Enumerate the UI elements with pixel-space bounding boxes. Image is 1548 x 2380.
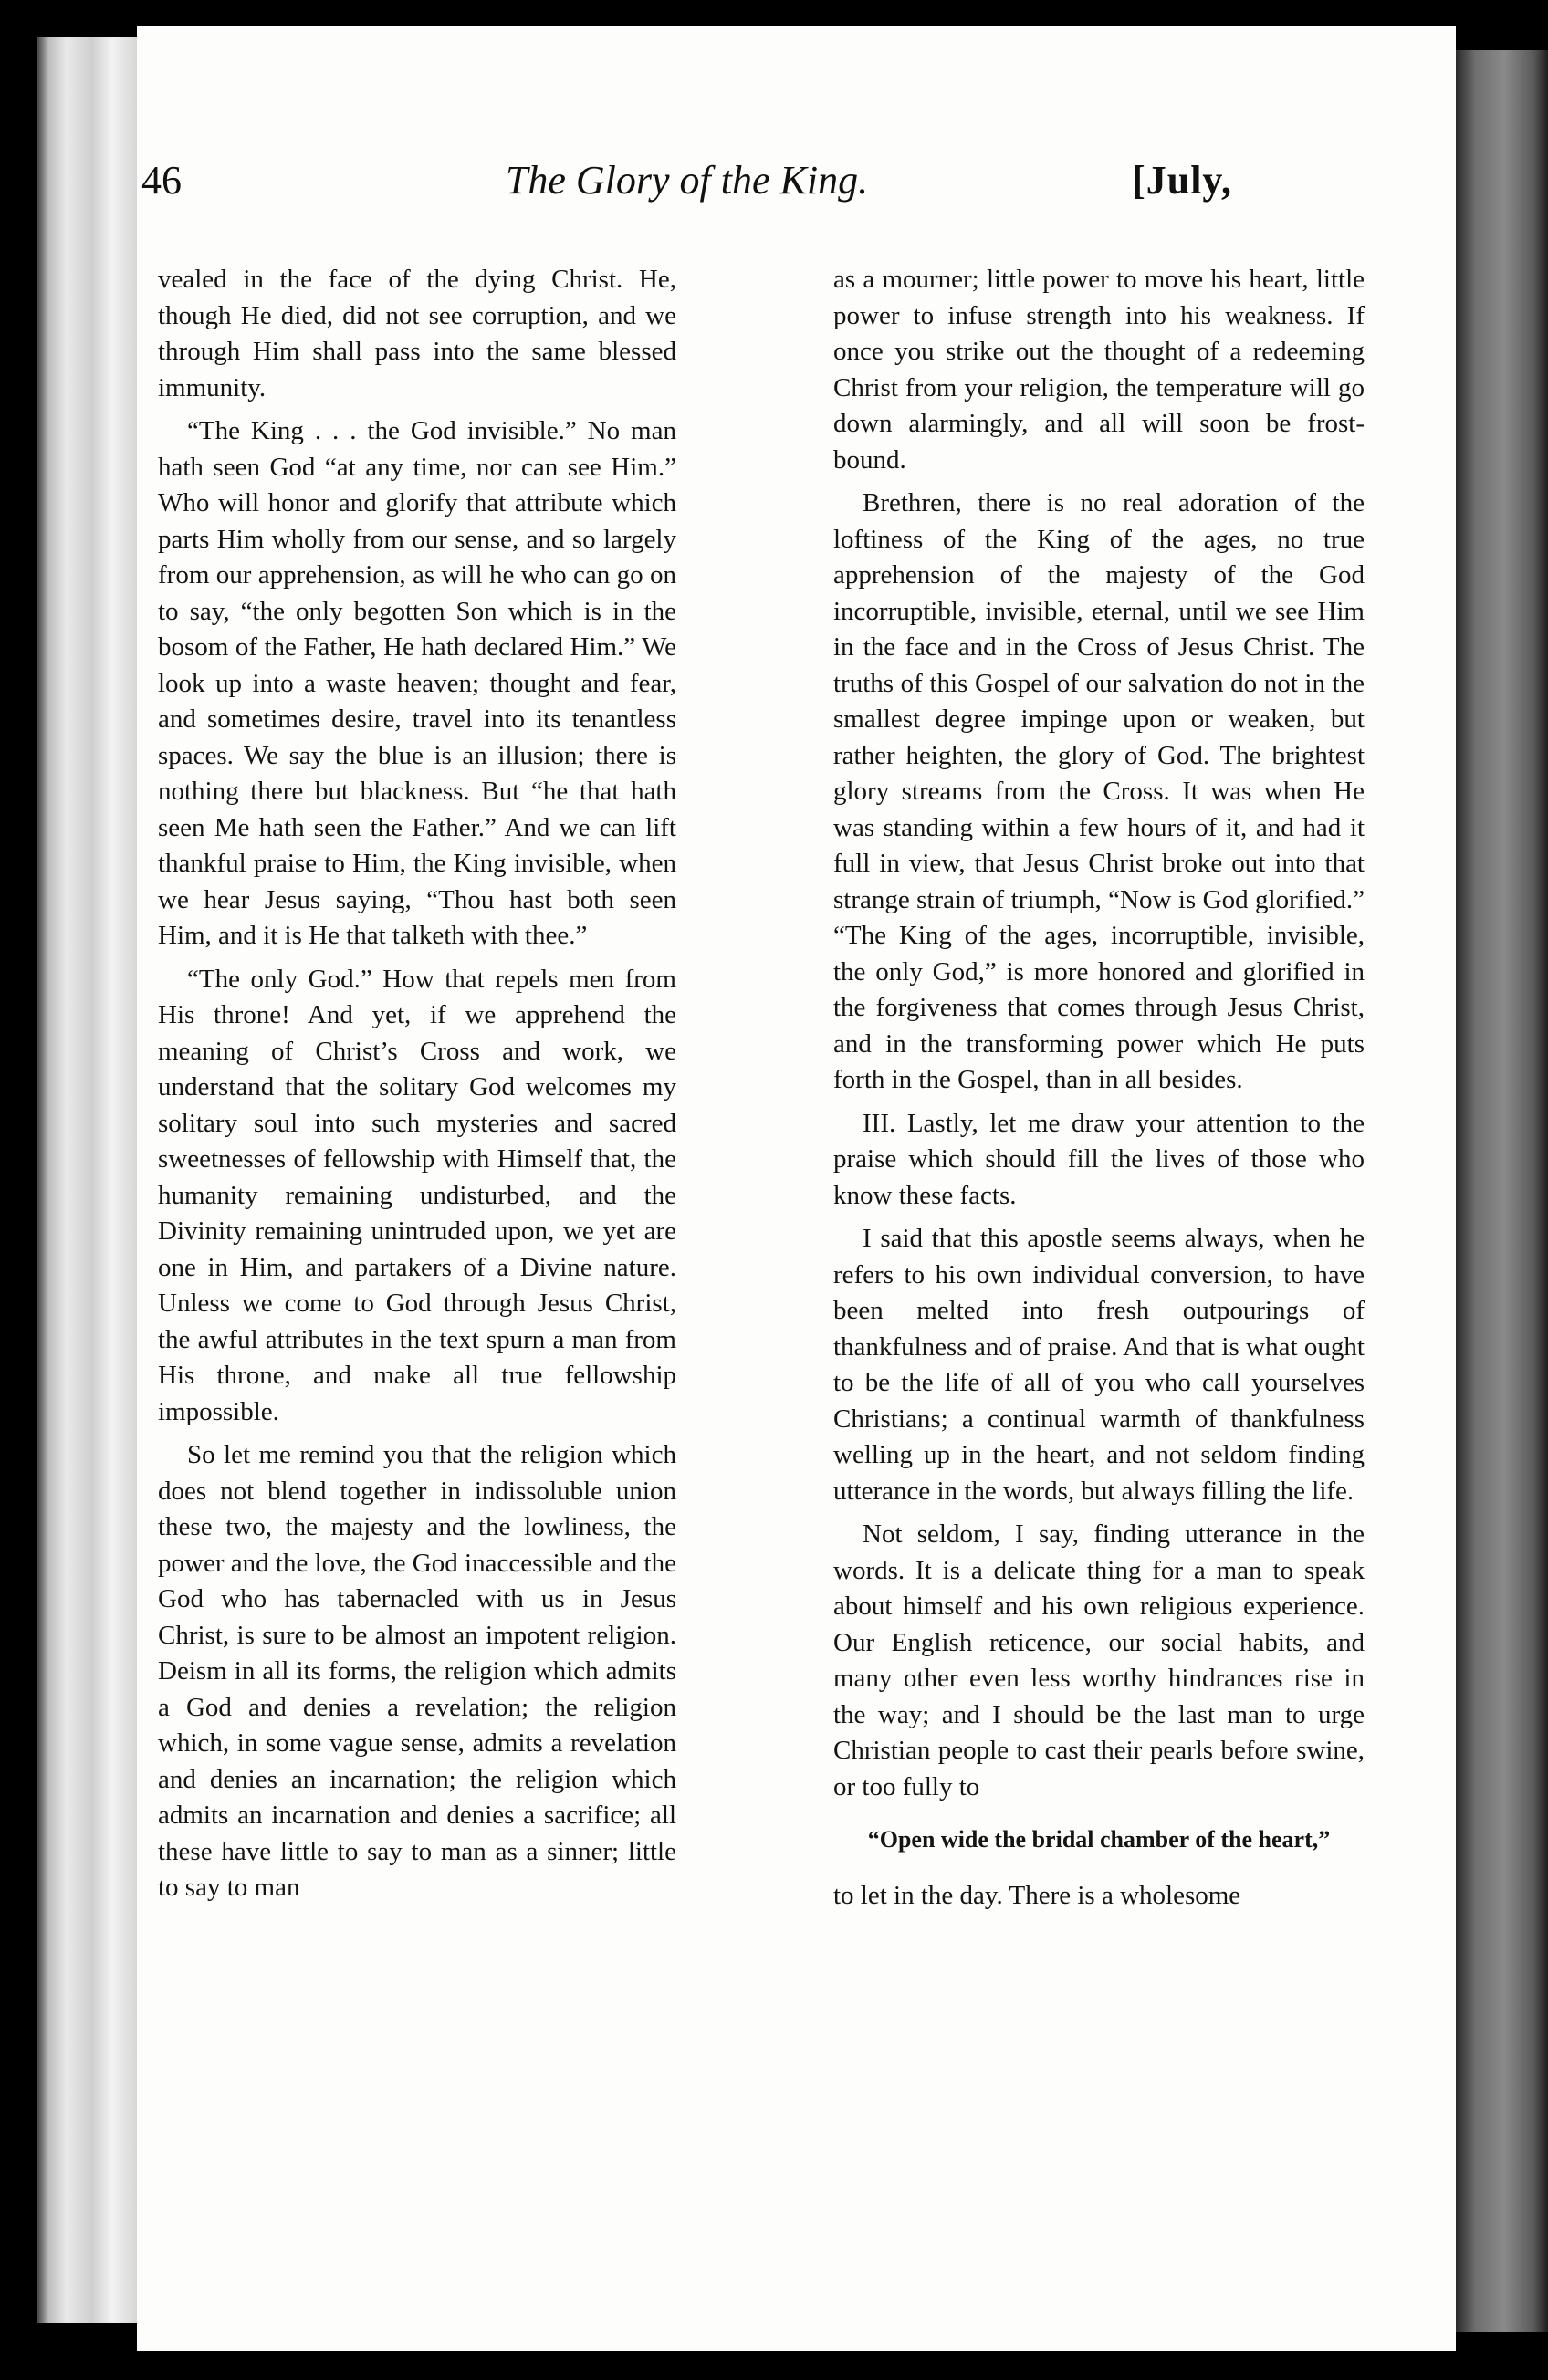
paragraph: “The only God.” How that repels men from His throne! And yet, if we apprehend the meaning of Christ’s Cross and work, we understand that the solitary God welcomes my solitary soul into such mysteries and sacred sweetnesses of fellowship with Himself that, the humanity remaining undisturbed, and the Divinity remaining unintruded upon, we yet are one in Him, and partakers of a Divine nature. Unless we come to God through Jesus Christ, the awful attributes in the text spurn a man from His throne, and make all true fellowship impossible.	[158, 964, 676, 1426]
paragraph: So let me remind you that the religion which does not blend together in indissoluble union these two, the majesty and the lowliness, the power and the love, the God inaccessible and the God who has tabernacled with us in Jesus Christ, is sure to be almost an impotent religion. Deism in all its forms, the religion which admits a God and denies a revelation; the religion which, in some vague sense, admits a revelation and denies an incarnation; the religion which admits an incarnation and denies a sacrifice; all these have little to say to man as a sinner; little to say to man	[158, 1440, 676, 1902]
block-quote: “Open wide the bridal chamber of the heart,”	[867, 1826, 1331, 1853]
running-month: [July,	[1132, 158, 1232, 203]
page-number: 46	[141, 158, 182, 203]
left-page-edge	[37, 37, 137, 2323]
paragraph: vealed in the face of the dying Christ. He, though He died, did not see corruption, and we through Him shall pass into the same blessed immunity.	[158, 265, 676, 402]
paragraph: Brethren, there is no real adoration of the loftiness of the King of the ages, no true apprehension of the majesty of the God incorruptible, invisible, eternal, until we see Him in the face and in the Cross of Jesus Christ. The truths of this Gospel of our salvation do not in the smallest degree impinge upon or weaken, but rather heighten, the glory of God. The brightest glory streams from the Cross. It was when He was standing within a few hours of it, and had it full in view, that Jesus Christ broke out into that strange strain of triumph, “Now is God glorified.” “The King of the ages, incorruptible, invisible, the only God,” is more honored and glorified in the forgiveness that comes through Jesus Christ, and in the transforming power which He puts forth in the Gospel, than in all besides.	[833, 488, 1365, 1094]
running-title: The Glory of the King.	[505, 158, 869, 203]
paragraph: to let in the day. There is a wholesome	[833, 1880, 1241, 1910]
running-header	[141, 157, 1232, 221]
paragraph: Not seldom, I say, finding utterance in the words. It is a delicate thing for a man to speak about himself and his own religious experience. Our English reticence, our social habits, and many other even less worthy hindrances rise in the way; and I should be the last man to urge Christian people to cast their pearls before swine, or too fully to	[833, 1519, 1365, 1801]
text-column-right	[833, 262, 1365, 1921]
paragraph: I said that this apostle seems always, when he refers to his own individual conversion, to have been melted into fresh outpourings of thankfulness and of praise. And that is what ought to be the life of all of you who call yourselves Christians; a continual warmth of thankfulness welling up in the heart, and not seldom finding utterance in the words, but always filling the life.	[833, 1224, 1365, 1506]
paragraph: III. Lastly, let me draw your attention to the praise which should fill the lives of those who know these facts.	[833, 1108, 1365, 1210]
right-page-edge	[1451, 50, 1548, 2332]
text-column-left	[158, 262, 676, 1914]
paragraph: “The King . . . the God invisible.” No man hath seen God “at any time, nor can see Him.” Who will honor and glorify that attribute which parts Him wholly from our sense, and so largely from our apprehension, as will he who can go on to say, “the only begotten Son which is in the bosom of the Father, He hath declared Him.” We look up into a waste heaven; thought and fear, and sometimes desire, travel into its tenantless spaces. We say the blue is an illusion; there is nothing there but blackness. But “he that hath seen Me hath seen the Father.” And we can lift thankful praise to Him, the King invisible, when we hear Jesus saying, “Thou hast both seen Him, and it is He that talketh with thee.”	[158, 416, 676, 950]
paragraph: as a mourner; little power to move his heart, little power to infuse strength into his weakness. If once you strike out the thought of a redeeming Christ from your religion, the temperature will go down alarmingly, and all will soon be frost-bound.	[833, 265, 1365, 475]
